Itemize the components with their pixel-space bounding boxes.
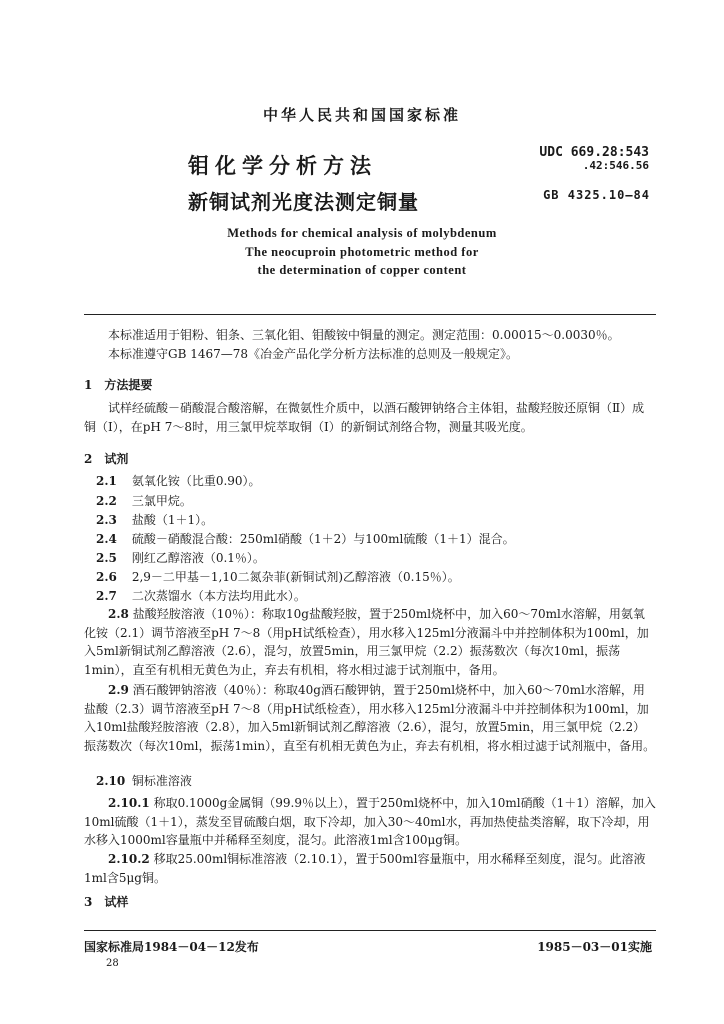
reagent-item	[84, 850, 656, 887]
reagent-item	[96, 549, 656, 568]
intro-scope: 本标准适用于钼粉、钼条、三氧化钼、钼酸铵中铜量的测定。测定范围：0.00015～0.0030％。	[108, 328, 620, 342]
intro-compliance: 本标准遵守GB 1467—78《冶金产品化学分析方法标准的总则及一般规定》。	[108, 347, 519, 361]
reagent-item	[84, 605, 656, 679]
gb-code: GB 4325.10—84	[543, 188, 650, 202]
item-text: 2,9－二甲基－1,10二氮杂菲(新铜试剂)乙醇溶液（0.15％）。	[131, 570, 460, 584]
item-text: 三氯甲烷。	[131, 494, 192, 508]
reagent-item	[84, 794, 656, 850]
item-text: 刚红乙醇溶液（0.1％）。	[131, 551, 265, 565]
english-title-line-2: The neocuproin photometric method for	[245, 245, 479, 259]
item-text: 移取25.00ml铜标准溶液（2.10.1），置于500ml容量瓶中，用水稀释至刻度，混匀。此溶液1ml含5μg铜。	[84, 852, 646, 885]
item-text: 酒石酸钾钠溶液（40％）：称取40g酒石酸钾钠，置于250ml烧杯中，加入60～70ml水溶解，用盐酸（2.3）调节溶液至pH 7～8（用pH试纸检查），用水移入125ml分液漏斗中并控制体积为100ml，加入10ml盐酸羟胺溶液（2.8），加入5ml新铜试剂乙醇溶液（2.6），混匀，放置5min，用三氯甲烷（2.2）振荡数次（每次10ml，振荡1min），直至有机相无黄色为止，弃去有机相，将水相过滤于试剂瓶中，备用。	[84, 683, 656, 753]
reagent-item	[96, 568, 656, 587]
item-number: 2.6	[96, 570, 117, 584]
item-text: 铜标准溶液	[131, 774, 192, 788]
item-number: 2.2	[96, 494, 117, 508]
standard-type: 中华人民共和国国家标准	[262, 106, 461, 124]
udc-code	[539, 146, 649, 172]
item-number: 2.3	[96, 513, 117, 527]
reagent-item	[96, 511, 656, 530]
item-number: 2.7	[96, 589, 117, 603]
english-title-line-1: Methods for chemical analysis of molybdenum	[227, 226, 497, 240]
document-title: 钼化学分析方法	[188, 153, 377, 178]
item-text: 盐酸（1＋1）。	[131, 513, 214, 527]
reagent-item	[84, 681, 656, 755]
udc-line-2: .42:546.56	[582, 159, 649, 172]
item-text: 二次蒸馏水（本方法均用此水）。	[131, 589, 306, 603]
issue-date: 国家标准局1984－04－12发布	[84, 940, 259, 954]
item-number: 2.9	[108, 683, 129, 697]
section-1-heading: 1 方法提要	[84, 378, 153, 392]
reagent-item	[96, 530, 656, 549]
effective-date: 1985－03－01实施	[537, 940, 652, 954]
reagent-item	[96, 587, 656, 606]
section-1-body: 试样经硫酸－硝酸混合酸溶解，在微氨性介质中，以酒石酸钾钠络合主体钼，盐酸羟胺还原铜（Ⅱ）成铜（Ⅰ），在pH 7～8时，用三氯甲烷萃取铜（Ⅰ）的新铜试剂络合物，测量其吸光度。	[84, 401, 645, 434]
page-number: 28	[106, 958, 119, 969]
item-text: 称取0.1000g金属铜（99.9％以上），置于250ml烧杯中，加入10ml硝酸（1＋1）溶解，加入10ml硫酸（1＋1），蒸发至冒硫酸白烟，取下冷却，加入30～40ml水，再加热使盐类溶解，取下冷却，用水移入1000ml容量瓶中并稀释至刻度，混匀。此溶液1ml含100μg铜。	[84, 796, 656, 847]
udc-line-1: UDC 669.28:543	[539, 145, 649, 160]
item-text: 盐酸羟胺溶液（10％）：称取10g盐酸羟胺，置于250ml烧杯中，加入60～70ml水溶解，用氨氧化铵（2.1）调节溶液至pH 7～8（用pH试纸检查），用水移入125ml分液漏斗中并控制体积为100ml，加入5ml新铜试剂乙醇溶液（2.6），混匀，放置5min，用三氯甲烷（2.2）振荡数次（每次10ml，振荡1min），直至有机相无黄色为止，弃去有机相，将水相过滤于试剂瓶中，备用。	[84, 607, 649, 677]
reagent-item	[96, 492, 656, 511]
section-2-heading: 2 试剂	[84, 452, 129, 466]
item-number: 2.10.1	[108, 796, 150, 810]
item-text: 氨氧化铵（比重0.90）。	[131, 474, 261, 488]
item-text: 硫酸－硝酸混合酸：250ml硝酸（1＋2）与100ml硫酸（1＋1）混合。	[131, 532, 515, 546]
item-number: 2.10.2	[108, 852, 150, 866]
reagent-item	[96, 772, 656, 791]
item-number: 2.10	[96, 774, 126, 788]
reagent-item	[96, 472, 656, 491]
item-number: 2.5	[96, 551, 117, 565]
section-3-heading: 3 试样	[84, 895, 129, 909]
item-number: 2.1	[96, 474, 117, 488]
english-title-line-3: the determination of copper content	[257, 263, 467, 277]
document-subtitle: 新铜试剂光度法测定铜量	[188, 190, 419, 214]
footer-divider	[84, 930, 656, 931]
item-number: 2.4	[96, 532, 117, 546]
header-divider	[84, 314, 656, 315]
item-number: 2.8	[108, 607, 129, 621]
